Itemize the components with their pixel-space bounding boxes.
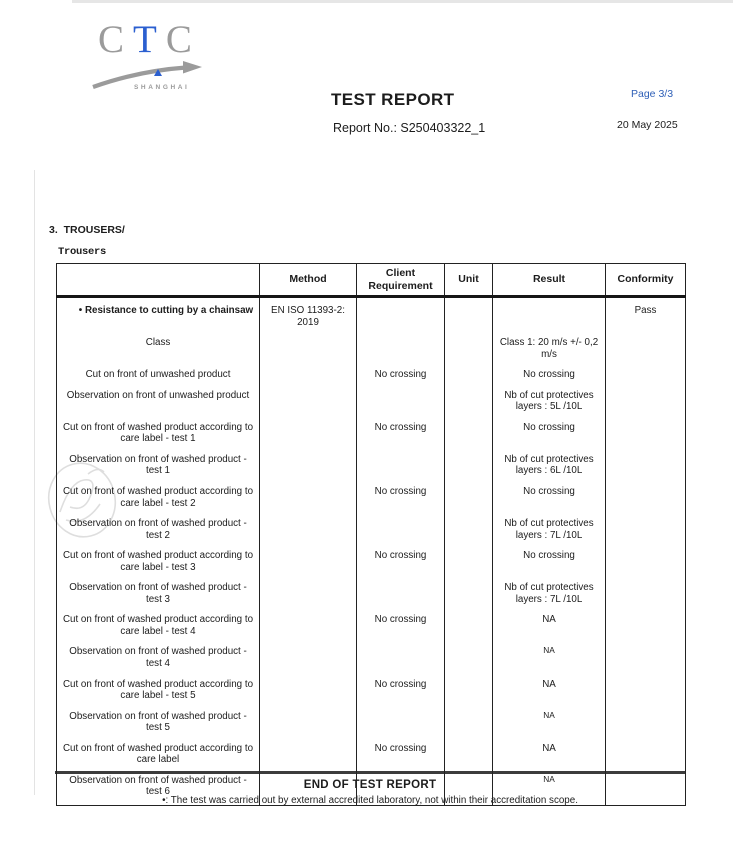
method-cell <box>260 741 357 773</box>
requirement-cell: No crossing <box>357 420 445 452</box>
report-date: 20 May 2025 <box>617 119 678 131</box>
table-label: Trousers <box>58 246 107 258</box>
unit-cell <box>445 420 493 452</box>
table-row <box>57 644 686 676</box>
requirement-cell: No crossing <box>357 484 445 516</box>
conformity-cell: Pass <box>606 297 686 336</box>
conformity-cell <box>606 677 686 709</box>
header-client-requirement: Client Requirement <box>357 264 445 297</box>
table-row <box>57 548 686 580</box>
unit-cell <box>445 516 493 548</box>
test-item-label: Observation on front of unwashed product <box>57 388 260 420</box>
table-row <box>57 709 686 741</box>
logo-letter-c1: C <box>98 18 134 61</box>
conformity-cell <box>606 612 686 644</box>
unit-cell <box>445 612 493 644</box>
requirement-cell <box>357 388 445 420</box>
report-number: Report No.: S250403322_1 <box>333 121 486 135</box>
result-cell: NA <box>493 773 606 806</box>
test-item-label: Class <box>57 335 260 367</box>
unit-cell <box>445 677 493 709</box>
test-item-cell <box>57 297 260 336</box>
method-cell <box>260 388 357 420</box>
requirement-cell <box>357 335 445 367</box>
method-cell <box>260 709 357 741</box>
requirement-cell <box>357 709 445 741</box>
logo-letter-c2: C <box>165 18 201 61</box>
result-cell: NA <box>493 612 606 644</box>
unit-cell <box>445 452 493 484</box>
scan-edge-left <box>34 170 35 795</box>
conformity-cell <box>606 644 686 676</box>
method-cell <box>260 644 357 676</box>
conformity-cell <box>606 709 686 741</box>
test-item-label: Observation on front of washed product - test 4 <box>57 644 260 676</box>
result-cell: No crossing <box>493 548 606 580</box>
unit-cell <box>445 484 493 516</box>
conformity-cell <box>606 420 686 452</box>
table-row <box>57 420 686 452</box>
test-item-label: Cut on front of unwashed product <box>57 367 260 388</box>
ctc-logo-letters <box>98 20 201 60</box>
method-cell <box>260 484 357 516</box>
result-cell: No crossing <box>493 484 606 516</box>
page-number: Page 3/3 <box>631 88 674 100</box>
page-title: TEST REPORT <box>331 90 455 109</box>
footer-note: •: The test was carried out by external accredited laboratory, not within their accreditation scope. <box>162 795 578 806</box>
table-row <box>57 335 686 367</box>
requirement-cell <box>357 452 445 484</box>
end-of-report-label: END OF TEST REPORT <box>303 779 437 791</box>
requirement-cell <box>357 516 445 548</box>
test-item-label: Cut on front of washed product according to care label - test 4 <box>57 612 260 644</box>
result-cell: Nb of cut protectives layers : 7L /10L <box>493 516 606 548</box>
method-cell: EN ISO 11393-2: 2019 <box>260 297 357 336</box>
method-cell <box>260 548 357 580</box>
table-row <box>57 612 686 644</box>
result-cell: NA <box>493 741 606 773</box>
table-row <box>57 297 686 336</box>
table-row <box>57 452 686 484</box>
requirement-cell: No crossing <box>357 367 445 388</box>
result-cell: No crossing <box>493 420 606 452</box>
conformity-cell <box>606 516 686 548</box>
ctc-logo <box>90 20 215 98</box>
logo-letter-t: T <box>133 18 166 61</box>
results-table-wrap <box>56 263 686 806</box>
result-cell: NA <box>493 677 606 709</box>
header-item <box>57 264 260 297</box>
requirement-cell <box>357 580 445 612</box>
result-cell: No crossing <box>493 367 606 388</box>
result-cell: NA <box>493 644 606 676</box>
method-cell <box>260 773 357 806</box>
result-cell: Nb of cut protectives layers : 5L /10L <box>493 388 606 420</box>
conformity-cell <box>606 741 686 773</box>
test-item-label: Cut on front of washed product according to care label - test 1 <box>57 420 260 452</box>
table-row <box>57 388 686 420</box>
test-item-label: Observation on front of washed product - test 3 <box>57 580 260 612</box>
test-item-label: Observation on front of washed product - test 1 <box>57 452 260 484</box>
unit-cell <box>445 741 493 773</box>
test-item-label: Observation on front of washed product - test 6 <box>57 773 260 806</box>
method-cell <box>260 367 357 388</box>
table-row <box>57 580 686 612</box>
requirement-cell: No crossing <box>357 741 445 773</box>
table-row <box>57 741 686 773</box>
requirement-cell <box>357 644 445 676</box>
conformity-cell <box>606 388 686 420</box>
method-cell <box>260 580 357 612</box>
test-item-label: Cut on front of washed product according to care label - test 5 <box>57 677 260 709</box>
method-cell <box>260 335 357 367</box>
table-row <box>57 484 686 516</box>
result-cell: Nb of cut protectives layers : 6L /10L <box>493 452 606 484</box>
logo-triangle-icon <box>154 69 162 76</box>
unit-cell <box>445 297 493 336</box>
conformity-cell <box>606 452 686 484</box>
conformity-cell <box>606 548 686 580</box>
logo-city-label: SHANGHAI <box>134 84 190 91</box>
table-row <box>57 367 686 388</box>
test-item-label: Cut on front of washed product according to care label - test 3 <box>57 548 260 580</box>
method-cell <box>260 420 357 452</box>
unit-cell <box>445 580 493 612</box>
conformity-cell <box>606 335 686 367</box>
result-cell: NA <box>493 709 606 741</box>
requirement-cell: No crossing <box>357 677 445 709</box>
result-cell <box>493 297 606 336</box>
requirement-cell: No crossing <box>357 612 445 644</box>
requirement-cell: No crossing <box>357 548 445 580</box>
requirement-cell <box>357 297 445 336</box>
test-item-label: Observation on front of washed product - test 2 <box>57 516 260 548</box>
conformity-cell <box>606 484 686 516</box>
requirement-cell <box>357 773 445 806</box>
conformity-cell <box>606 367 686 388</box>
method-cell <box>260 452 357 484</box>
header-unit: Unit <box>445 264 493 297</box>
method-cell <box>260 612 357 644</box>
unit-cell <box>445 367 493 388</box>
table-row <box>57 516 686 548</box>
unit-cell <box>445 388 493 420</box>
test-item-label: Cut on front of washed product according to care label <box>57 741 260 773</box>
header-method: Method <box>260 264 357 297</box>
scan-edge-top <box>72 0 733 3</box>
header-conformity: Conformity <box>606 264 686 297</box>
conformity-cell <box>606 580 686 612</box>
results-table <box>56 263 686 806</box>
table-row <box>57 773 686 806</box>
table-header-row <box>57 264 686 297</box>
method-cell <box>260 677 357 709</box>
conformity-cell <box>606 773 686 806</box>
unit-cell <box>445 548 493 580</box>
test-item-label: Cut on front of washed product according to care label - test 2 <box>57 484 260 516</box>
unit-cell <box>445 773 493 806</box>
test-item-label: • Resistance to cutting by a chainsaw <box>78 305 254 316</box>
section-heading: 3. TROUSERS/ <box>49 224 125 236</box>
result-cell: Class 1: 20 m/s +/- 0,2 m/s <box>493 335 606 367</box>
unit-cell <box>445 644 493 676</box>
unit-cell <box>445 709 493 741</box>
unit-cell <box>445 335 493 367</box>
test-item-label: Observation on front of washed product - test 5 <box>57 709 260 741</box>
result-cell: Nb of cut protectives layers : 7L /10L <box>493 580 606 612</box>
header-result: Result <box>493 264 606 297</box>
method-cell <box>260 516 357 548</box>
table-row <box>57 677 686 709</box>
